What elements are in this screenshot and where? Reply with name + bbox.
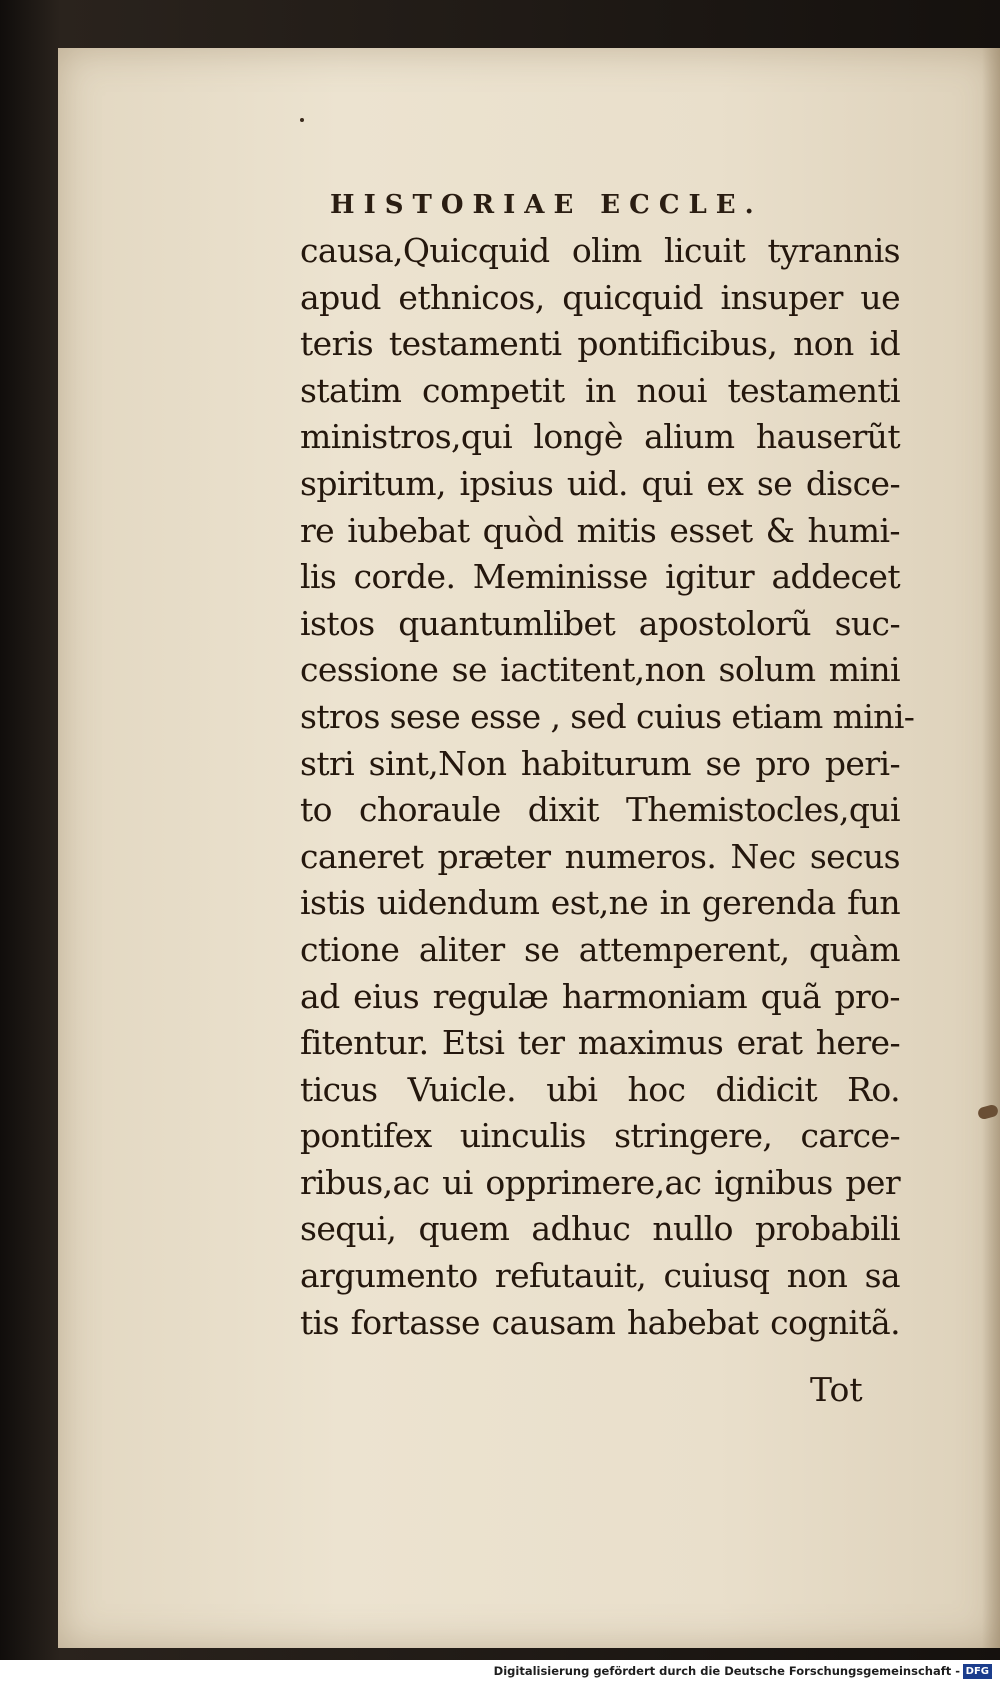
text-line: stros sese esse , sed cuius etiam mini-: [300, 696, 915, 736]
text-line: stri sint,Non habiturum se pro peri-: [300, 743, 900, 783]
text-line: istis uidendum est,ne in gerenda fun: [300, 883, 900, 923]
text-line: ticus Vuicle. ubi hoc didicit Ro.: [300, 1069, 900, 1109]
text-line: tis fortasse causam habebat cognitã.: [300, 1302, 900, 1342]
running-head: HISTORIAE ECCLE.: [330, 190, 763, 220]
text-line: to choraule dixit Themistocles,qui: [300, 790, 900, 830]
text-line: caneret præter numeros. Nec secus: [300, 836, 900, 876]
text-line: ribus,ac ui opprimere,ac ignibus per: [300, 1162, 900, 1202]
dfg-logo: DFG: [963, 1664, 992, 1679]
text-line: causa,Quicquid olim licuit tyrannis: [300, 231, 900, 270]
ink-dot: [300, 118, 304, 122]
digitization-footer: [0, 1660, 1000, 1685]
text-line: apud ethnicos, quicquid insuper ue: [300, 277, 900, 317]
text-line: ctione aliter se attemperent, quàm: [300, 929, 900, 969]
text-line: statim competit in noui testamenti: [300, 370, 900, 410]
text-line: ad eius regulæ harmoniam quã pro-: [300, 976, 900, 1016]
catchword: Tot: [810, 1370, 863, 1409]
body-text: [300, 228, 915, 1346]
text-line: teris testamenti pontificibus, non id: [300, 324, 900, 364]
page-edge-shadow: [982, 48, 1000, 1648]
text-line: sequi, quem adhuc nullo probabili: [300, 1209, 900, 1249]
text-line: argumento refutauit, cuiusq non sa: [300, 1256, 900, 1296]
text-line: fitentur. Etsi ter maximus erat here-: [300, 1023, 900, 1063]
footer-credit: Digitalisierung gefördert durch die Deutsche Forschungsgemeinschaft -: [493, 1664, 960, 1678]
text-line: cessione se iactitent,non solum mini: [300, 650, 900, 690]
text-line: spiritum, ipsius uid. qui ex se disce-: [300, 463, 900, 503]
text-line: pontifex uinculis stringere, carce-: [300, 1116, 900, 1156]
text-line: lis corde. Meminisse igitur addecet: [300, 557, 900, 597]
text-line: ministros,qui longè alium hauserũt: [300, 417, 900, 457]
text-line: istos quantumlibet apostolorũ suc-: [300, 603, 900, 643]
text-line: re iubebat quòd mitis esset & humi-: [300, 510, 900, 550]
